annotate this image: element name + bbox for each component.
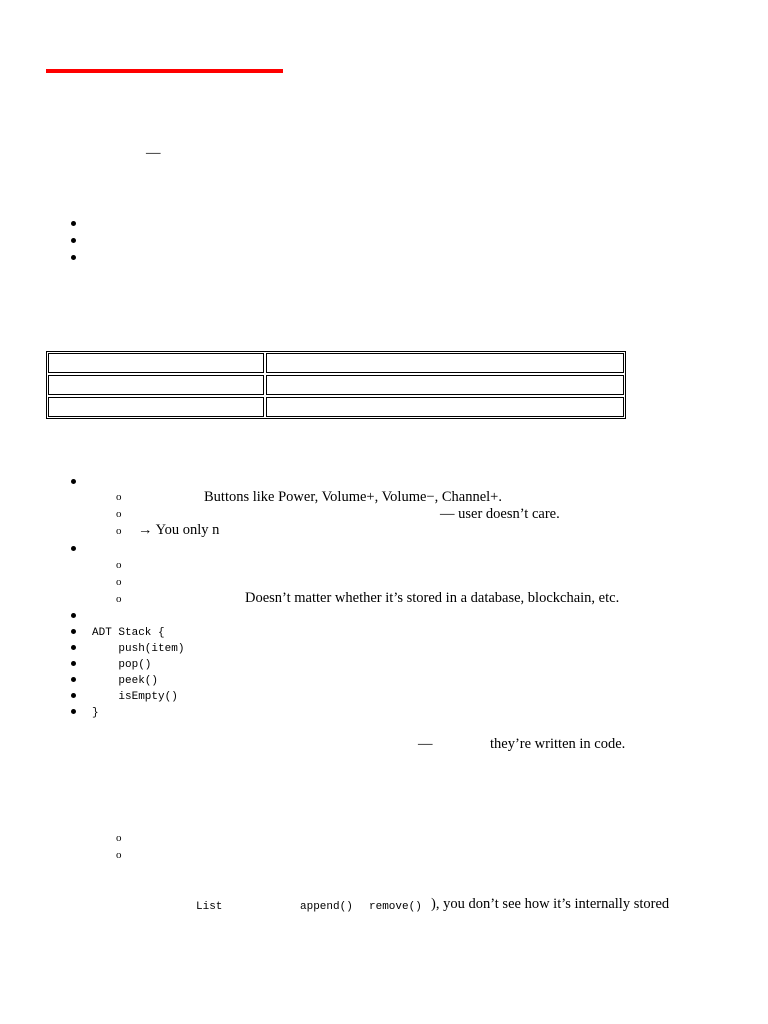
- sub-bullet-marker: o: [116, 593, 122, 605]
- note-text: they’re written in code.: [490, 736, 626, 752]
- table-cell: [266, 353, 624, 373]
- bullet-marker: [71, 221, 76, 226]
- code-line: push(item): [92, 643, 185, 655]
- sub-bullet-marker: o: [116, 508, 122, 520]
- code-line: pop(): [92, 659, 152, 671]
- tv-only-text: → You only n: [138, 522, 220, 538]
- bullet-marker: [71, 255, 76, 260]
- table-cell: [48, 375, 264, 395]
- bullet-marker: [71, 693, 76, 698]
- table-cell: [266, 397, 624, 417]
- code-remove: remove(): [369, 901, 422, 913]
- sub-bullet-marker: o: [116, 525, 122, 537]
- sub-bullet-marker: o: [116, 832, 122, 844]
- code-line: isEmpty(): [92, 691, 178, 703]
- heading-underline: [46, 69, 283, 73]
- bullet-marker: [71, 709, 76, 714]
- sub-bullet-marker: o: [116, 849, 122, 861]
- comparison-table: [46, 351, 626, 419]
- bullet-marker: [71, 661, 76, 666]
- code-append: append(): [300, 901, 353, 913]
- code-list: List: [196, 901, 223, 913]
- sub-bullet-marker: o: [116, 491, 122, 503]
- table-cell: [48, 397, 264, 417]
- list-example-text: ), you don’t see how it’s internally stored: [431, 896, 670, 912]
- note-dash: —: [418, 736, 433, 752]
- bullet-marker: [71, 629, 76, 634]
- bullet-marker: [71, 645, 76, 650]
- tv-buttons-text: Buttons like Power, Volume+, Volume−, Channel+.: [204, 489, 502, 505]
- storage-text: Doesn’t matter whether it’s stored in a database, blockchain, etc.: [245, 590, 620, 606]
- code-line: ADT Stack {: [92, 627, 165, 639]
- bullet-marker: [71, 479, 76, 484]
- table-cell: [266, 375, 624, 395]
- table-cell: [48, 353, 264, 373]
- sub-bullet-marker: o: [116, 559, 122, 571]
- bullet-marker: [71, 546, 76, 551]
- bullet-marker: [71, 613, 76, 618]
- intro-dash: —: [146, 145, 161, 161]
- sub-bullet-marker: o: [116, 576, 122, 588]
- bullet-marker: [71, 238, 76, 243]
- bullet-marker: [71, 677, 76, 682]
- code-line: peek(): [92, 675, 159, 687]
- code-line: }: [92, 707, 99, 719]
- tv-user-text: — user doesn’t care.: [440, 506, 560, 522]
